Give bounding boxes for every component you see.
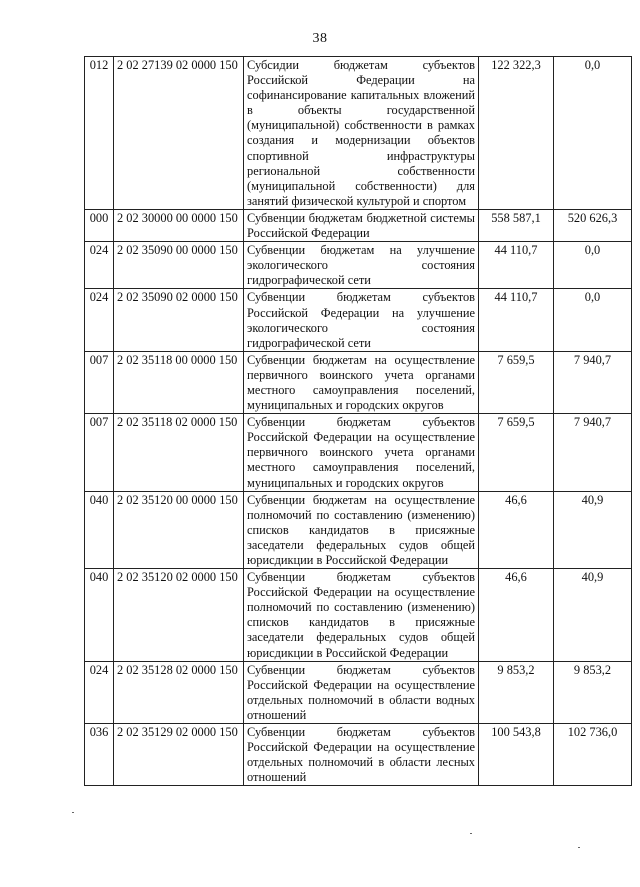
admin-code-cell: 007	[85, 414, 114, 491]
admin-code-cell: 036	[85, 724, 114, 786]
revenue-name-cell: Субсидии бюджетам субъектов Российской Федерации на софинансирование капитальных вложений в объекты государственной (муниципальной) собственности в рамках создания и модернизации объектов спортивной инфраструктуры региональной собственности (муниципальной собственности) для занятий физической культурой и спортом	[244, 57, 479, 210]
table-row	[85, 569, 632, 662]
classification-code-cell: 2 02 35118 00 0000 150	[114, 351, 244, 413]
amount-year1-cell: 122 322,3	[479, 57, 554, 210]
admin-code-cell: 040	[85, 569, 114, 662]
amount-year1-cell: 44 110,7	[479, 289, 554, 351]
amount-year2-cell: 40,9	[554, 569, 632, 662]
table-row	[85, 209, 632, 241]
classification-code-cell: 2 02 35118 02 0000 150	[114, 414, 244, 491]
revenue-name-cell: Субвенции бюджетам субъектов Российской Федерации на осуществление отдельных полномочий в области водных отношений	[244, 661, 479, 723]
amount-year2-cell: 0,0	[554, 289, 632, 351]
revenue-name-cell: Субвенции бюджетам бюджетной системы Российской Федерации	[244, 209, 479, 241]
scan-speck	[72, 812, 74, 813]
amount-year2-cell: 0,0	[554, 57, 632, 210]
table-row	[85, 661, 632, 723]
amount-year2-cell: 102 736,0	[554, 724, 632, 786]
classification-code-cell: 2 02 30000 00 0000 150	[114, 209, 244, 241]
amount-year2-cell: 40,9	[554, 491, 632, 568]
amount-year2-cell: 7 940,7	[554, 414, 632, 491]
scan-speck	[470, 833, 472, 834]
revenue-name-cell: Субвенции бюджетам субъектов Российской Федерации на осуществление отдельных полномочий в области лесных отношений	[244, 724, 479, 786]
amount-year1-cell: 7 659,5	[479, 414, 554, 491]
page-number: 38	[312, 31, 328, 46]
admin-code-cell: 040	[85, 491, 114, 568]
admin-code-cell: 007	[85, 351, 114, 413]
admin-code-cell: 024	[85, 289, 114, 351]
amount-year2-cell: 9 853,2	[554, 661, 632, 723]
scan-speck	[578, 847, 580, 848]
table-row	[85, 724, 632, 786]
amount-year1-cell: 100 543,8	[479, 724, 554, 786]
revenue-name-cell: Субвенции бюджетам на улучшение экологического состояния гидрографической сети	[244, 242, 479, 289]
table-row	[85, 289, 632, 351]
amount-year1-cell: 46,6	[479, 491, 554, 568]
classification-code-cell: 2 02 35129 02 0000 150	[114, 724, 244, 786]
amount-year1-cell: 9 853,2	[479, 661, 554, 723]
admin-code-cell: 024	[85, 661, 114, 723]
revenue-name-cell: Субвенции бюджетам на осуществление полномочий по составлению (изменению) списков кандидатов в присяжные заседатели федеральных судов общей юрисдикции в Российской Федерации	[244, 491, 479, 568]
table-row	[85, 242, 632, 289]
revenue-name-cell: Субвенции бюджетам субъектов Российской Федерации на осуществление первичного воинского учета органами местного самоуправления поселений, муниципальных и городских округов	[244, 414, 479, 491]
amount-year1-cell: 7 659,5	[479, 351, 554, 413]
amount-year1-cell: 44 110,7	[479, 242, 554, 289]
classification-code-cell: 2 02 35128 02 0000 150	[114, 661, 244, 723]
classification-code-cell: 2 02 35090 02 0000 150	[114, 289, 244, 351]
amount-year1-cell: 558 587,1	[479, 209, 554, 241]
admin-code-cell: 000	[85, 209, 114, 241]
amount-year2-cell: 520 626,3	[554, 209, 632, 241]
classification-code-cell: 2 02 35120 02 0000 150	[114, 569, 244, 662]
amount-year2-cell: 7 940,7	[554, 351, 632, 413]
table-row	[85, 351, 632, 413]
amount-year2-cell: 0,0	[554, 242, 632, 289]
table-row	[85, 491, 632, 568]
revenue-name-cell: Субвенции бюджетам на осуществление первичного воинского учета органами местного самоуправления поселений, муниципальных и городских округов	[244, 351, 479, 413]
admin-code-cell: 012	[85, 57, 114, 210]
classification-code-cell: 2 02 27139 02 0000 150	[114, 57, 244, 210]
admin-code-cell: 024	[85, 242, 114, 289]
table-row	[85, 57, 632, 210]
classification-code-cell: 2 02 35090 00 0000 150	[114, 242, 244, 289]
amount-year1-cell: 46,6	[479, 569, 554, 662]
revenue-name-cell: Субвенции бюджетам субъектов Российской Федерации на осуществление полномочий по составлению (изменению) списков кандидатов в присяжные заседатели федеральных судов общей юрисдикции в Российской Федерации	[244, 569, 479, 662]
table-row	[85, 414, 632, 491]
revenue-name-cell: Субвенции бюджетам субъектов Российской Федерации на улучшение экологического состояния гидрографической сети	[244, 289, 479, 351]
classification-code-cell: 2 02 35120 00 0000 150	[114, 491, 244, 568]
budget-revenue-table	[84, 56, 632, 786]
